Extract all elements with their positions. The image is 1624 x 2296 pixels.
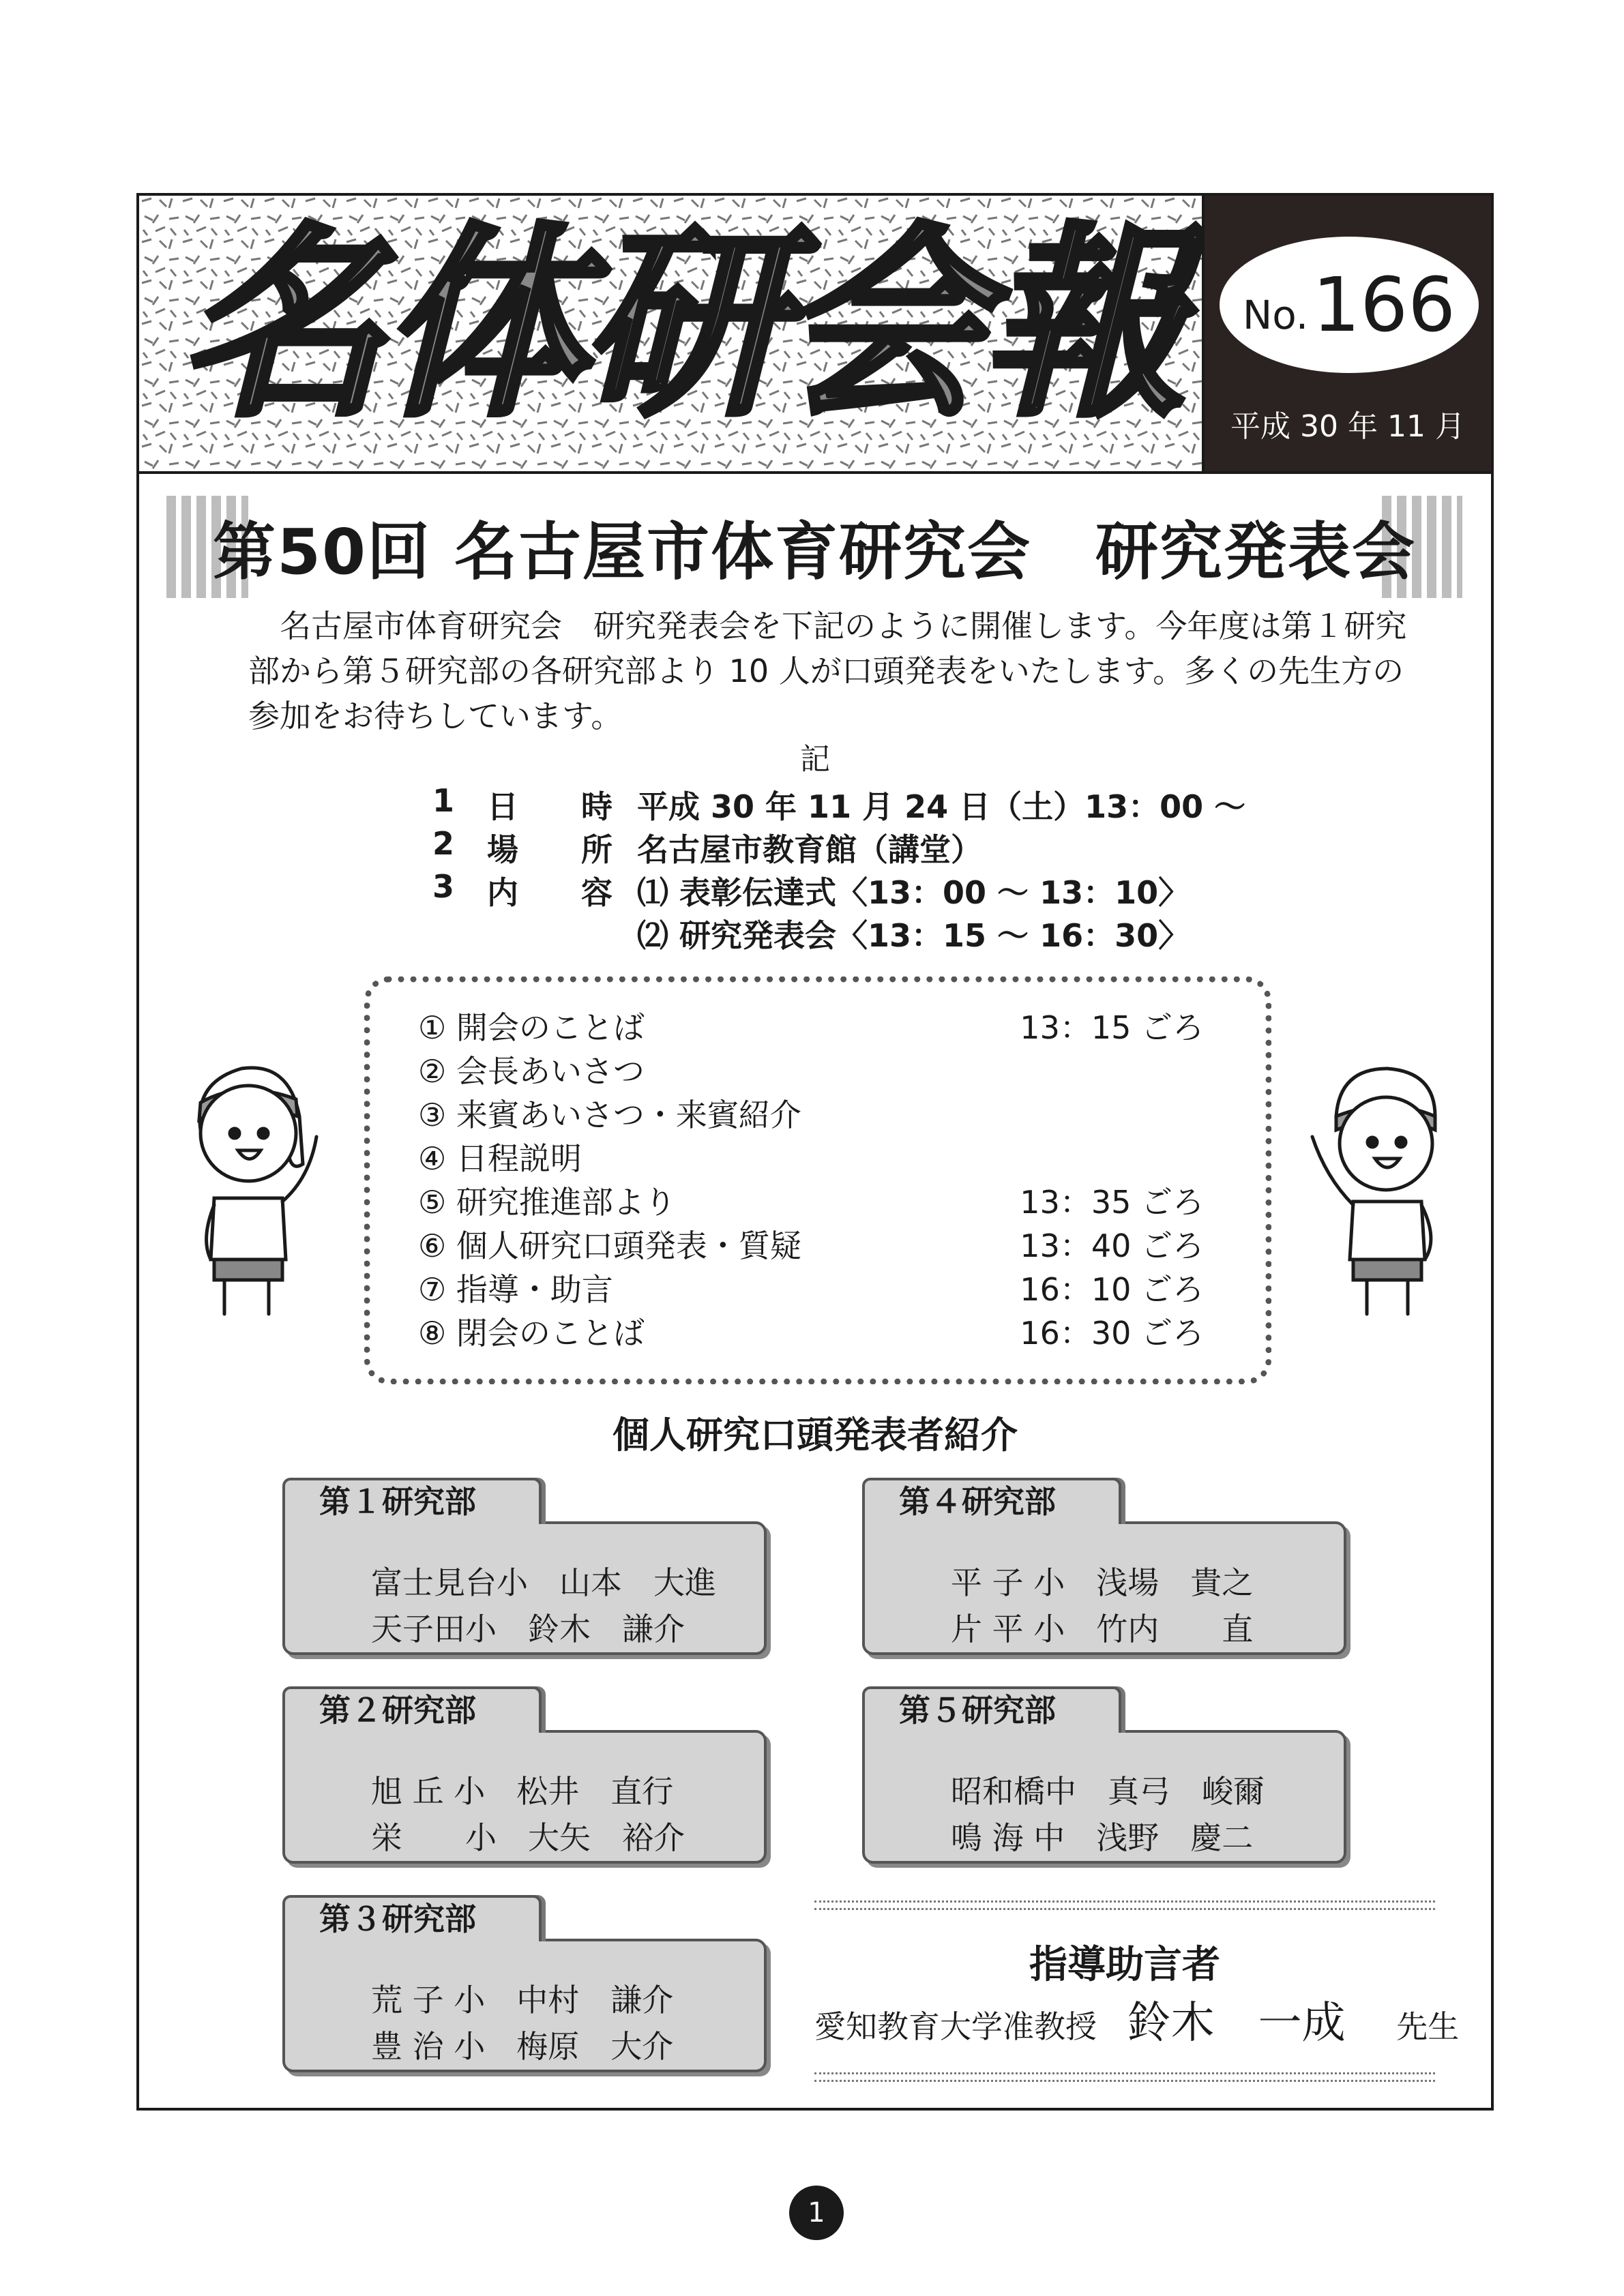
advisor-suffix: 先生 <box>1396 2008 1460 2045</box>
detail-no-1: 1 <box>432 782 455 819</box>
member-name: 片 平 小 竹内 直 <box>951 1611 1254 1648</box>
detail-label-1: 日 時 <box>487 788 612 825</box>
member-name: 天子田小 鈴木 謙介 <box>371 1611 685 1648</box>
schedule-item: ⑦ 指導・助言 <box>418 1271 613 1308</box>
member-name: 昭和橋中 真弓 峻爾 <box>951 1773 1265 1810</box>
schedule-item: ① 開会のことば <box>418 1009 645 1046</box>
department-card <box>282 1895 767 2072</box>
member-name: 平 子 小 浅場 貴之 <box>951 1564 1254 1601</box>
member-name: 栄 小 大矢 裕介 <box>371 1819 685 1856</box>
detail-value-3: ⑴ 表彰伝達式〈13：00 ～ 13：10〉 <box>637 874 1190 911</box>
boy-illustration-icon <box>1299 1041 1462 1328</box>
advisor-name: 鈴木 一成 <box>1127 1998 1346 2048</box>
issue-label: No. <box>1242 292 1309 338</box>
advisor-divider-top <box>814 1900 1435 1910</box>
schedule-item: ② 会長あいさつ <box>418 1053 645 1090</box>
schedule-time: 16：30 ごろ <box>1020 1315 1204 1352</box>
event-banner <box>166 496 1462 598</box>
detail-label-3: 内 容 <box>487 874 612 911</box>
ki-mark: 記 <box>800 742 830 777</box>
issue-oval <box>1220 237 1479 373</box>
member-name: 旭 丘 小 松井 直行 <box>371 1773 674 1810</box>
department-name: 第１研究部 <box>282 1478 542 1524</box>
girl-illustration-icon <box>173 1041 337 1328</box>
member-name: 荒 子 小 中村 謙介 <box>371 1982 674 2018</box>
page-number: 1 <box>789 2186 844 2240</box>
department-name: 第２研究部 <box>282 1686 542 1733</box>
intro-paragraph: 名古屋市体育研究会 研究発表会を下記のように開催します。今年度は第１研究部から第５研究部の各研究部より 10 人が口頭発表をいたします。多くの先生方の参加をお待ちしています。 <box>248 608 1407 734</box>
newsletter-frame <box>136 193 1494 2111</box>
newsletter-title: 名体研会報 <box>180 206 1183 444</box>
schedule-time: 13：40 ごろ <box>1020 1227 1204 1264</box>
department-card <box>862 1478 1346 1655</box>
advisor-line <box>814 1988 1460 2051</box>
schedule-item: ⑤ 研究推進部より <box>418 1184 676 1221</box>
department-card <box>282 1478 767 1655</box>
department-card <box>862 1686 1346 1864</box>
department-card <box>282 1686 767 1864</box>
department-name: 第５研究部 <box>862 1686 1121 1733</box>
schedule-time: 16：10 ごろ <box>1020 1271 1204 1308</box>
schedule-item: ⑥ 個人研究口頭発表・質疑 <box>418 1227 801 1264</box>
advisor-title: 指導助言者 <box>1029 1943 1220 1987</box>
member-name: 富士見台小 山本 大進 <box>371 1564 716 1601</box>
issue-date: 平成 30 年 11 月 <box>1230 409 1465 444</box>
detail-no-3: 3 <box>432 868 455 905</box>
detail-value-4: ⑵ 研究発表会〈13：15 ～ 16：30〉 <box>637 917 1190 954</box>
schedule-time: 13：35 ごろ <box>1020 1184 1204 1221</box>
event-title: 第50回 名古屋市体育研究会 研究発表会 <box>212 516 1417 588</box>
advisor-affiliation: 愛知教育大学准教授 <box>814 2008 1097 2045</box>
department-name: 第３研究部 <box>282 1895 542 1941</box>
member-name: 豊 治 小 梅原 大介 <box>371 2028 674 2065</box>
schedule-time: 13：15 ごろ <box>1020 1009 1204 1046</box>
detail-no-2: 2 <box>432 825 455 862</box>
detail-value-1: 平成 30 年 11 月 24 日（土）13：00 ～ <box>637 788 1246 825</box>
masthead <box>139 196 1205 474</box>
schedule-box <box>364 976 1271 1384</box>
schedule-item: ④ 日程説明 <box>418 1140 582 1177</box>
issue-number: 166 <box>1312 261 1456 348</box>
issue-box <box>1205 196 1491 474</box>
presenters-title: 個人研究口頭発表者紹介 <box>612 1414 1018 1457</box>
schedule-item: ③ 来賓あいさつ・来賓紹介 <box>418 1097 801 1133</box>
schedule-item: ⑧ 閉会のことば <box>418 1315 645 1352</box>
department-name: 第４研究部 <box>862 1478 1121 1524</box>
member-name: 鳴 海 中 浅野 慶二 <box>951 1819 1254 1856</box>
detail-value-2: 名古屋市教育館（講堂） <box>637 831 982 868</box>
advisor-divider-bottom <box>814 2072 1435 2082</box>
detail-label-2: 場 所 <box>487 831 612 868</box>
